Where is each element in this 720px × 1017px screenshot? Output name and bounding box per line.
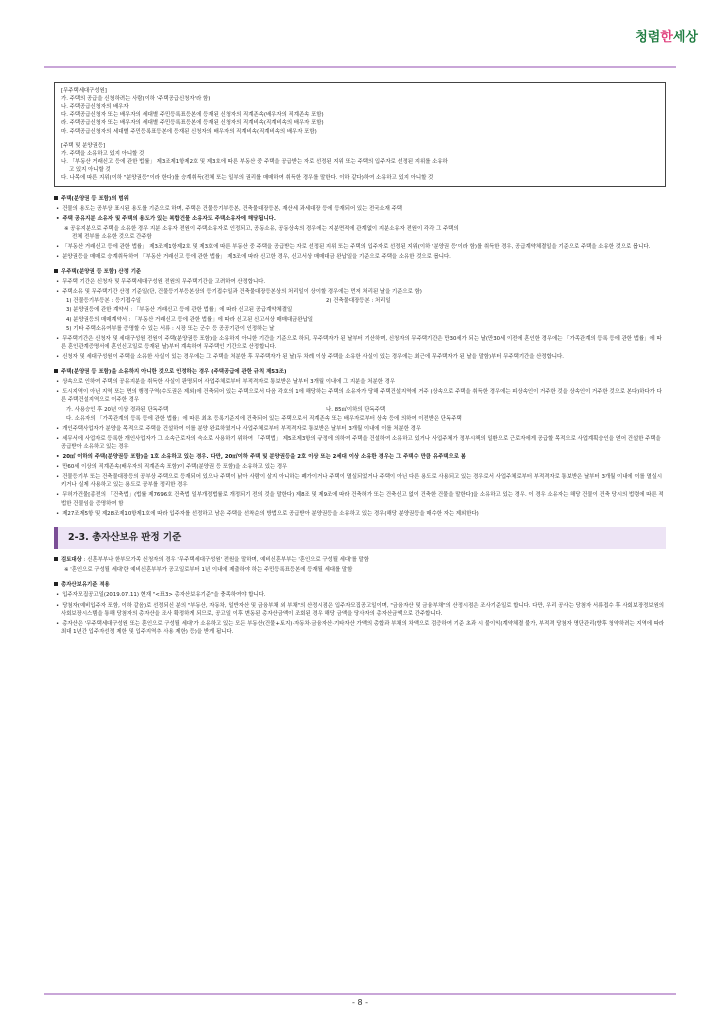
bullet: • 상속으로 인하여 주택의 공유지분을 취득한 사실이 판명되어 사업주체로부터 부적격자로 통보받은 날부터 3개월 이내에 그 지분을 처분한 경우 bbox=[54, 378, 666, 386]
criteria-row: 1) 건물등기부등본 : 등기접수일 2) 건축물대장등본 : 처리일 bbox=[66, 298, 391, 305]
bullet: • 당첨자(예비입주자 포함, 이하 같음)로 선정되신 분의 "부동산, 자동차, 일반자산 및 금융부채 외 부채"의 산정시점은 입주자모집공고일이며, "금융자산 및 금융부채"의 산정시점은 조사기준일로 합니다. 다만, 우리 공사는 당첨자 서류접수 후 사회보장정보원의 사회보장시스템을 통해 당첨자의 총자산을 조사 확정하게 되므로, 공고일 이후 변동된 총자산금액이 조회된 경우 해당 금액을 당사자의 총자산금액으로 간주합니다. bbox=[54, 602, 666, 618]
section-heading: 총자산보유기준 적용 bbox=[54, 581, 666, 589]
box2-item: 나. 「부동산 거래신고 등에 관한 법률」 제3조제1항제2호 및 제3호에 따른 부동산 중 주택을 공급받는 자로 선정된 지위 또는 주택의 입주자로 선정된 지위를 소유하 bbox=[61, 158, 448, 165]
bullet: • 무주택 기간은 신청자 및 무주택세대구성원 전원의 무주택기간을 고려하여 산정합니다. bbox=[54, 278, 666, 286]
bullet: • 분양권등을 매매로 승계취득하여 「부동산 거래신고 등에 관한 법률」 제3조에 따라 신고한 경우, 신고서상 매매대금 완납일을 기준으로 주택을 소유한 것으로 봅니다. bbox=[54, 253, 666, 261]
bullet: • 도시지역이 아닌 지역 또는 면의 행정구역(수도권은 제외)에 건축되어 있는 주택으로서 다음 각호의 1에 해당하는 주택의 소유자가 당해 주택건설지역에 거주 (상속으로 주택을 취득한 경우에는 피상속인이 거주한 것을 상속인이 거주한 것으로 본다)하다가 다른 주택건설지역으로 이주한 경우 bbox=[54, 388, 666, 404]
bullet: • 세무서에 사업자로 등록한 개인사업자가 그 소속근로자의 숙소로 사용하기 위하여 「주택법」 제5조제3항의 규정에 의하여 주택을 건설하여 소유하고 있거나 사업주체가 정부시책의 일환으로 근로자에게 공급할 목적으로 사업계획승인을 얻어 건설한 주택을 공급받아 소유하고 있는 경우 bbox=[54, 435, 666, 451]
note: 전체 전부를 소유한 것으로 간주함 bbox=[72, 233, 152, 240]
bullet: • 주택 공유지분 소유자 및 주택의 용도가 있는 복합건물 소유자도 주택소유자에 해당됩니다. bbox=[54, 215, 666, 223]
box1-title: [무주택세대구성원] bbox=[61, 88, 107, 94]
criteria-row: 3) 분양권등에 관한 계약서 : 「부동산 거래신고 등에 관한 법률」에 따라 신고된 공급계약체결일 bbox=[66, 307, 293, 314]
section-heading: 주택(분양권 등 포함)을 소유하지 아니한 것으로 인정하는 경우 (주택공급에 관한 규칙 제53조) bbox=[54, 368, 666, 376]
bullet: • 총자산은 '무주택세대구성원 또는 혼인으로 구성될 세대'가 소유하고 있는 모든 부동산(건물+토지)·자동차·금융자산·기타자산 가액의 총합과 부채의 차액으로 검증하여 기준 초과 시 불이익(계약체결 불가, 부적격 당첨자 명단관리(향후 청약하려는 지역에 따라 최대 1년간 입주자선정 제한 및 입주지역추 사용 제한) 등)을 받게 됩니다. bbox=[54, 620, 666, 636]
section-heading: 검토대상 : 신혼부부나 한부모가족 신청자의 경우 '무주택세대구성원' 전원을 말하며, 예비신혼부부는 '혼인으로 구성될 세대'를 말함 bbox=[54, 556, 666, 564]
box1-item: 마. 주택공급신청자의 세대별 주민등록표등본에 등재된 신청자의 배우자의 직계비속(직계비속의 배우자 포함) bbox=[61, 128, 317, 135]
bullet: • 「부동산 거래신고 등에 관한 법률」 제3조제1항제2호 및 제3호에 따른 부동산 중 주택을 공급받는 자로 선정된 지위 또는 주택의 입주자로 선정된 지위(이하 '분양권 등'이라 함)를 취득한 경우, 공급계약체결일을 기준으로 주택을 소유한 것으로 봅니다. bbox=[54, 243, 666, 251]
box1-item: 다. 주택공급신청자 또는 배우자의 세대별 주민등록표등본에 등재된 신청자의 직계존속(배우자의 직계존속 포함) bbox=[61, 112, 324, 119]
bullet: • 건물의 용도는 공부상 표시된 용도를 기준으로 하며, 주택은 건물등기부등본, 건축물대장등본, 재산세 과세대장 등에 등재되어 있는 전국소재 주택 bbox=[54, 205, 666, 213]
box1-item: 라. 주택공급신청자 또는 배우자의 세대별 주민등록표등본에 등재된 신청자의 직계비속(직계비속의 배우자 포함) bbox=[61, 120, 324, 127]
box2-title: [주택 및 분양권등] bbox=[61, 142, 106, 149]
section-heading: 주택(분양권 등 포함)의 범위 bbox=[54, 195, 666, 203]
criteria-row: 4) 분양권등의 매매계약서 : 「부동산 거래신고 등에 관한 법률」에 따라 신고된 신고서상 매매대금완납일 bbox=[66, 316, 313, 323]
box2-item: 고 있지 아니할 것 bbox=[69, 166, 111, 173]
brand-logo: 청렴한세상 bbox=[635, 30, 698, 45]
definition-box bbox=[54, 82, 666, 187]
bullet: • 무주택기간은 신청자 및 세대구성원 전원이 주택(분양권등 포함)을 소유하지 아니한 기간을 기준으로 하되, 무주택자가 된 날부터 기산하며, 신청자의 무주택기간은 만30세가 되는 날(만30세 이전에 혼인한 경우에는 「가족관계의 등록 등에 관한 법률」에 따른 혼인관계증명서에 혼인신고일로 등재된 날)부터 계속하여 무주택인 기간으로 산정합니다. bbox=[54, 335, 666, 351]
page-number: - 8 - bbox=[352, 998, 368, 1007]
note: ※ '혼인으로 구성될 세대'란 예비신혼부부가 공고일로부터 1년 이내에 제출하야 하는 주민등록표등본에 등재될 세대를 말함 bbox=[64, 567, 353, 574]
bullet: • 입주자모집공고일(2019.07.11) 현재 "<표3> 총자산보유기준"을 충족하여야 합니다. bbox=[54, 591, 666, 599]
note: ※ 공유지분으로 주택을 소유한 경우 지분 소유자 전원이 주택소유자로 인정되고, 공동소유, 공동상속의 경우에는 지분면적에 관계없이 지분소유자 전원이 각각 그 주택의 bbox=[64, 225, 459, 232]
bullet: • 20㎡ 이하의 주택(분양권등 포함)을 1호 소유하고 있는 경우. 다만, 20㎡이하 주택 및 분양권등을 2호 이상 또는 2세대 이상 소유한 경우는 그 주택수 만큼 유주택으로 봄 bbox=[54, 453, 666, 461]
section-heading: 우주택(분양권 등 포함) 산정 기준 bbox=[54, 268, 666, 276]
bullet: • 제27조제5항 및 제28조제10항제1호에 따라 입주자를 선정하고 남은 주택을 선착순의 방법으로 공급받아 분양권등을 소유하고 있는 경우(해당 분양권등을 매수한 자는 제외한다) bbox=[54, 510, 666, 518]
criteria-row: 5) 기타 주택소유여부를 증명할 수 있는 서류 : 시장 또는 군수 등 공공기관이 인정하는 날 bbox=[66, 325, 275, 332]
bullet: • 신청자 및 세대구성원이 주택을 소유한 사실이 있는 경우에는 그 주택을 처분한 후 무주택자가 된 날(두 차례 이상 주택을 소유한 사실이 있는 경우에는 최근에 무주택자가 된 날을 말함)부터 무주택기간을 산정합니다. bbox=[54, 353, 666, 361]
bullet: • 주택소유 및 무주택기간 산정 기준일(단, 건물등기부등본상의 등기접수일과 건축물대장등본상의 처리일이 상이할 경우에는 먼저 처리된 날을 기준으로 함) bbox=[54, 288, 666, 296]
box1-item: 나. 주택공급신청자의 배우자 bbox=[61, 104, 129, 111]
box1-item: 가. 주택의 공급을 신청하려는 사람(이하 '주택공급신청자'라 함) bbox=[61, 96, 211, 103]
box2-item: 다. 나목에 따른 지위(이하 "분양권등"이라 한다)를 승계취득(전체 또는 일부의 권리를 매매하여 취득한 경우를 말한다. 이하 같다)하여 소유하고 있지 아니할 것 bbox=[61, 175, 434, 182]
bullet: • 무허가건물[종전의 「건축법」(법률 제7696호 건축법 일부개정법률로 개정되기 전의 것을 말한다) 제8조 및 제9조에 따라 건축허가 또는 건축신고 없이 건축한 건물을 말한다]을 소유하고 있는 경우. 이 경우 소유자는 해당 건물이 건축 당시의 법령에 따른 적법한 건물임을 증명하여 함 bbox=[54, 491, 666, 507]
criteria-row: 가. 사용승인 후 20년 이상 경과된 단독주택 나. 85㎡이하의 단독주택 bbox=[66, 406, 386, 413]
page-content bbox=[54, 82, 666, 636]
box2-item: 가. 주택을 소유하고 있지 아니할 것 bbox=[61, 150, 145, 157]
bullet: • 건물등기부 또는 건축물대장등의 공부상 주택으로 등재되어 있으나 주택이 낡아 사람이 살지 아니하는 폐가이거나 주택이 멸실되었거나 주택이 아닌 다른 용도로 사용되고 있는 경우로서 사업주체로부터 부적격자로 통보받은 날부터 3개월 이내에 이를 멸실시키거나 실제 사용하고 있는 용도로 공부를 정리한 경우 bbox=[54, 473, 666, 489]
criteria-row: 다. 소유자의 「가족관계의 등록 등에 관한 법률」에 따른 최초 등록기준지에 건축되어 있는 주택으로서 직계존속 또는 배우자로부터 상속 등에 의하여 이전받은 단독주택 bbox=[66, 415, 462, 422]
bullet: • 만60세 이상의 직계존속(배우자의 직계존속 포함)이 주택(분양권 등 포함)을 소유하고 있는 경우 bbox=[54, 463, 666, 471]
bullet: • 개인주택사업자가 분양을 목적으로 주택을 건설하여 이를 분양 완료하였거나 사업주체로부터 부적격자로 통보받은 날부터 3개월 이내에 이를 처분한 경우 bbox=[54, 425, 666, 433]
section-banner: 2-3. 총자산보유 판정 기준 bbox=[54, 527, 666, 549]
